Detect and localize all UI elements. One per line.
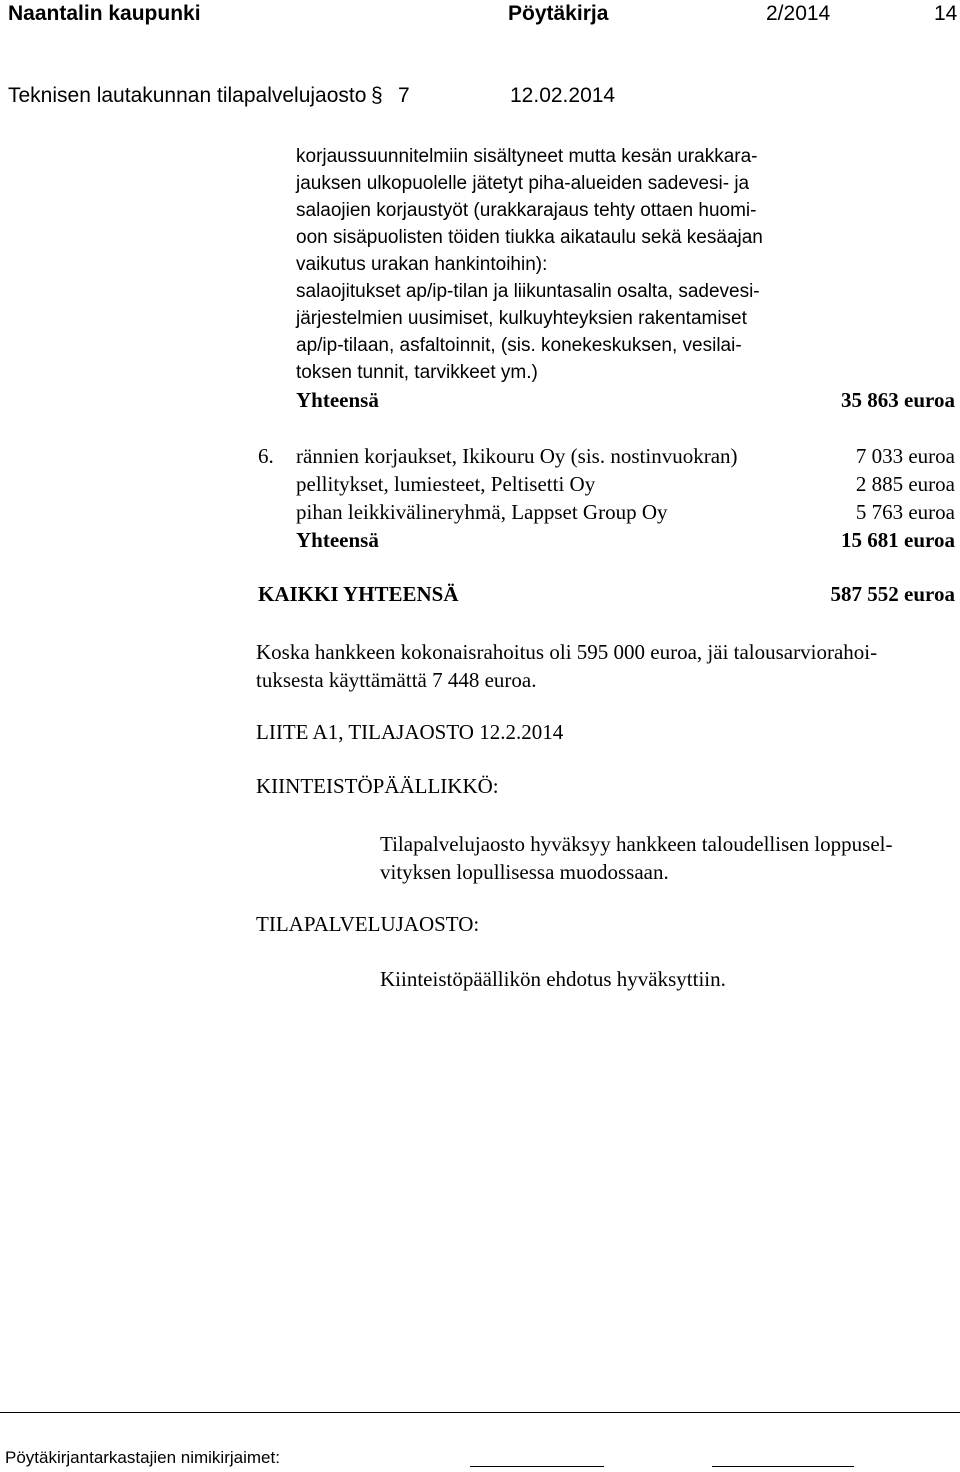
grand-total-label: KAIKKI YHTEENSÄ bbox=[258, 582, 459, 606]
grand-total-value: 587 552 euroa bbox=[830, 582, 955, 606]
summary-paragraph bbox=[256, 638, 877, 694]
page-number: 14 bbox=[934, 2, 958, 25]
item5-line: salaojitukset ap/ip-tilan ja liikuntasalin osalta, sadevesi- bbox=[296, 281, 760, 302]
item6-row-amount: 7 033 euroa bbox=[855, 444, 955, 468]
item5-line: vaikutus urakan hankintoihin): bbox=[296, 254, 548, 275]
footer-initials-label: Pöytäkirjantarkastajien nimikirjaimet: bbox=[5, 1448, 280, 1467]
item5-line: salaojien korjaustyöt (urakkarajaus tehty ottaen huomi- bbox=[296, 200, 757, 221]
item6-number: 6. bbox=[258, 444, 274, 468]
proposal-heading: KIINTEISTÖPÄÄLLIKKÖ: bbox=[256, 774, 499, 798]
section-number: 7 bbox=[398, 84, 410, 107]
decision-heading: TILAPALVELUJAOSTO: bbox=[256, 912, 480, 936]
proposal-text bbox=[380, 830, 892, 886]
proposal-line: vityksen lopullisessa muodossaan. bbox=[380, 860, 669, 884]
item6-total-value: 15 681 euroa bbox=[841, 528, 955, 552]
issue-number: 2/2014 bbox=[766, 2, 831, 25]
item5-total-label: Yhteensä bbox=[296, 388, 379, 412]
item5-line: jauksen ulkopuolelle jätetyt piha-alueiden sadevesi- ja bbox=[296, 173, 750, 194]
section-symbol: § bbox=[371, 84, 383, 107]
attachment-reference: LIITE A1, TILAJAOSTO 12.2.2014 bbox=[256, 720, 564, 744]
item5-line: korjaussuunnitelmiin sisältyneet mutta kesän urakkara- bbox=[296, 146, 758, 167]
initials-line-1 bbox=[470, 1466, 604, 1467]
summary-line: Koska hankkeen kokonaisrahoitus oli 595 000 euroa, jäi talousarviorahoi- bbox=[256, 640, 878, 664]
committee-name: Teknisen lautakunnan tilapalvelujaosto bbox=[8, 84, 367, 107]
item6-total-label: Yhteensä bbox=[296, 528, 379, 552]
item5-line: toksen tunnit, tarvikkeet ym.) bbox=[296, 362, 538, 383]
initials-line-2 bbox=[712, 1466, 854, 1467]
summary-line: tuksesta käyttämättä 7 448 euroa. bbox=[256, 668, 537, 692]
item5-line: ap/ip-tilaan, asfaltoinnit, (sis. konekeskuksen, vesilai- bbox=[296, 335, 742, 356]
item5-text bbox=[296, 143, 763, 386]
item6-row-amount: 5 763 euroa bbox=[855, 500, 955, 524]
item5-total-value: 35 863 euroa bbox=[841, 388, 955, 412]
item5-line: oon sisäpuolisten töiden tiukka aikataulu sekä kesäajan bbox=[296, 227, 763, 248]
item5-line: järjestelmien uusimiset, kulkuyhteyksien rakentamiset bbox=[296, 308, 747, 329]
proposal-line: Tilapalvelujaosto hyväksyy hankkeen taloudellisen loppusel- bbox=[380, 832, 893, 856]
item6-row-amount: 2 885 euroa bbox=[855, 472, 955, 496]
item6-row-text: pellitykset, lumiesteet, Peltisetti Oy bbox=[296, 472, 596, 496]
decision-text: Kiinteistöpäällikön ehdotus hyväksyttiin. bbox=[380, 967, 726, 991]
municipality-name: Naantalin kaupunki bbox=[8, 2, 201, 25]
item6-row-text: pihan leikkivälineryhmä, Lappset Group Oy bbox=[296, 500, 668, 524]
meeting-date: 12.02.2014 bbox=[510, 84, 616, 107]
item6-row-text: rännien korjaukset, Ikikouru Oy (sis. nostinvuokran) bbox=[296, 444, 738, 468]
document-type: Pöytäkirja bbox=[508, 2, 609, 25]
footer-divider bbox=[0, 1412, 960, 1413]
